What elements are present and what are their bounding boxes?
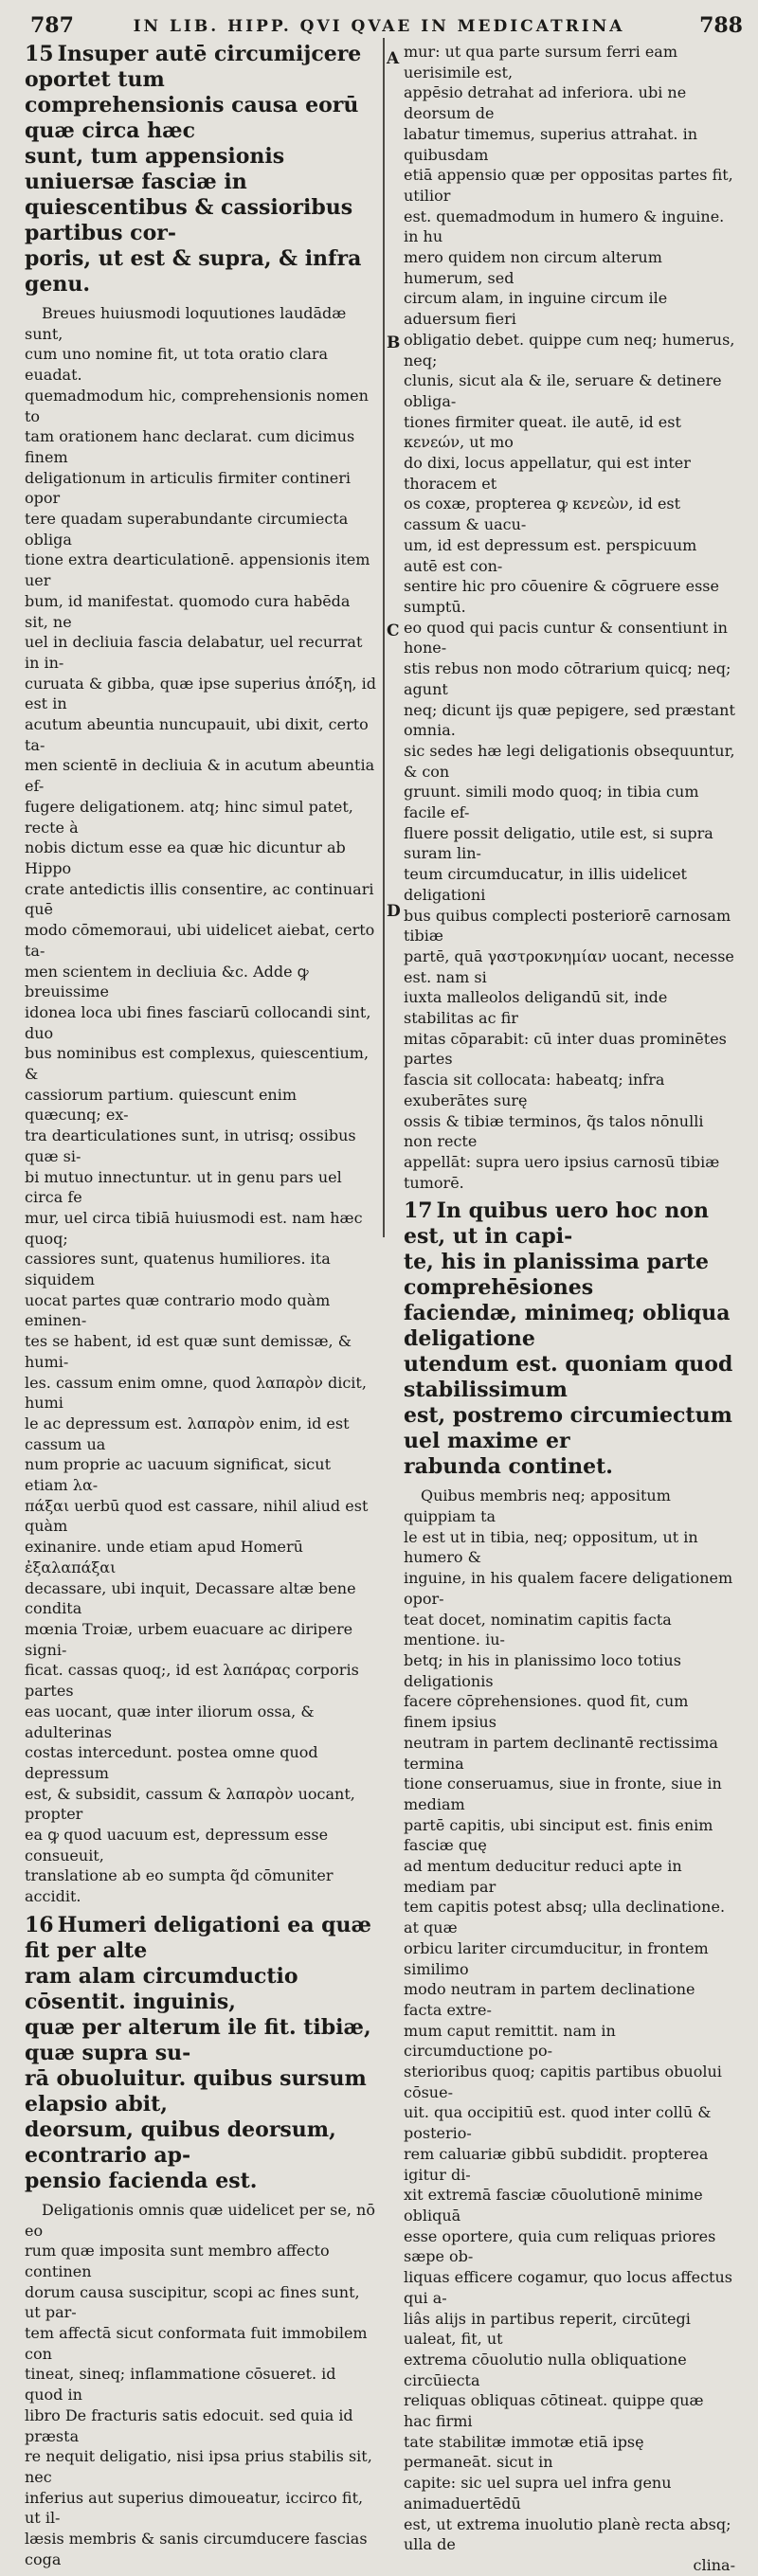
text-line: rum quæ imposita sunt membro affecto continen [25, 2242, 330, 2280]
text-line: liâs alijs in partibus reperit, circūtegi ualeat, fit, ut [404, 2309, 691, 2349]
text-line: dorum causa suscipitur, scopi ac fines sunt, ut par- [25, 2282, 360, 2322]
text-line: faciendæ, minimeq; obliqua deligatione [404, 1301, 731, 1352]
section-16-text [25, 1913, 377, 2194]
text-line: stis rebus non modo cōtrarium quicq; neq; agunt [404, 659, 731, 698]
text-line: partē capitis, ubi sinciput est. finis enim fasciæ quę [404, 1815, 713, 1855]
text-line: Quibus membris neq; appositum quippiam ta [404, 1486, 671, 1526]
text-line: est. quemadmodum in humero & inguine. in hu [404, 207, 725, 246]
text-line: curuata & gibba, quæ ipse superius ἀπόξη, id est in [25, 674, 376, 713]
text-line: tate stabilitæ immotæ etiā ipsę permaneāt. sicut in [404, 2432, 644, 2472]
text-line: partē, quā γαστροκνημίαν uocant, necesse est. nam si [404, 946, 734, 986]
text-line: utendum est. quoniam quod stabilissimum [404, 1352, 733, 1403]
text-line: te, his in planissima parte comprehēsiones [404, 1250, 709, 1301]
text-line: um, id est depressum est. perspicuum autē est con- [404, 535, 697, 575]
text-line: mitas cōparabit: cū inter duas prominētes partes [404, 1029, 727, 1069]
text-line: tra dearticulationes sunt, in utrisq; ossibus quæ si- [25, 1126, 356, 1165]
text-line: crate antedictis illis consentire, ac continuari quē [25, 879, 374, 919]
margin-letter-a: A [387, 49, 400, 68]
text-line: tem capitis potest absq; ulla declinatione. at quæ [404, 1898, 726, 1937]
text-line: liquas efficere cogamur, quo locus affectus qui a- [404, 2268, 732, 2307]
text-line: Deligationis omnis quæ uidelicet per se, nō eo [25, 2200, 375, 2240]
text-line: est, ut extrema inuolutio planè recta absq; ulla de [404, 2514, 731, 2554]
text-line: sunt, tum appensionis uniuersæ fasciæ in [25, 144, 285, 194]
section-15-text [25, 42, 377, 297]
margin-letter-d: D [387, 902, 401, 921]
text-line: est, & subsidit, cassum & λαπαρὸν uocant, propter [25, 1784, 355, 1824]
text-line: sentire hic pro cōuenire & cōgruere esse sumptū. [404, 577, 719, 616]
text-line: re nequit deligatio, nisi ipsa prius stabilis sit, nec [25, 2447, 372, 2486]
text-line: teum circumducatur, in illis uidelicet deligationi [404, 865, 687, 904]
text-line: tere quadam superabundante circumiecta obliga [25, 510, 349, 549]
text-line: tione extra dearticulationē. appensionis item uer [25, 550, 370, 590]
text-line: cassiores sunt, quatenus humiliores. ita siquidem [25, 1250, 331, 1289]
text-line: exinanire. unde etiam apud Homerū ἐξαλαπάξαι [25, 1538, 303, 1576]
column-divider [383, 38, 385, 1237]
text-line: costas intercedunt. postea omne quod depressum [25, 1743, 318, 1782]
text-line: ea ꝙ quod uacuum est, depressum esse consueuit, [25, 1826, 329, 1864]
text-line: inferius aut superius dimoueatur, iccirco fit, ut il- [25, 2488, 364, 2528]
text-line: tineat, sineq; inflammatione cōsueret. id quod in [25, 2365, 336, 2405]
text-line: bum, id manifestat. quomodo cura habēda sit, ne [25, 591, 351, 631]
text-line: ad mentum deducitur reduci apte in mediam par [404, 1857, 682, 1896]
text-line: bi mutuo innectuntur. ut in genu pars uel circa fe [25, 1167, 342, 1207]
text-line: mur: ut qua parte sursum ferri eam uerisimile est, [404, 43, 678, 81]
text-line: cum uno nomine fit, ut tota oratio clara euadat. [25, 345, 329, 385]
text-line: les. cassum enim omne, quod λαπαρὸν dicit, humi [25, 1373, 367, 1413]
commentary-16 [25, 2200, 377, 2570]
text-line: rā obuoluitur. quibus sursum elapsio abit, [25, 2065, 367, 2117]
catchword: clina- [693, 2555, 735, 2574]
text-line: clunis, sicut ala & ile, seruare & detinere obliga- [404, 371, 722, 410]
text-line: gruunt. simili modo quoq; in tibia cum facile ef- [404, 783, 699, 822]
commentary-15-continued [404, 42, 735, 1193]
text-line: betq; in his in planissimo loco totius deligationis [404, 1651, 681, 1690]
text-line: quæ per alterum ile fit. tibiæ, quæ supra su- [25, 2014, 371, 2065]
text-line: bus nominibus est complexus, quiescentium, & [25, 1044, 370, 1084]
commentary-17 [404, 1486, 735, 2575]
text-line: capite: sic uel supra uel infra genu animaduertēdū [404, 2474, 672, 2513]
text-line: acutum abeuntia nuncupauit, ubi dixit, certo ta- [25, 715, 369, 754]
text-line: xit extremā fasciæ cōuolutionē minime obliquā [404, 2186, 703, 2225]
text-line: poris, ut est & supra, & infra genu. [25, 246, 362, 297]
text-line: mum caput remittit. nam in circumductione po- [404, 2021, 616, 2061]
text-line: reliquas obliquas cōtineat. quippe quæ hac firmi [404, 2391, 704, 2431]
text-line: inguine, in his qualem facere deligationem opor- [404, 1569, 733, 1608]
text-line: læsis membris & sanis circumducere fascias coga [25, 2530, 368, 2568]
text-line: tione conseruamus, siue in fronte, siue in mediam [404, 1774, 722, 1813]
text-line: bus quibus complecti posteriorē carnosam tibiæ [404, 906, 731, 946]
right-column [404, 42, 735, 2576]
section-15-number: 15 [25, 42, 54, 66]
text-line: tes se habent, id est quæ sunt demissæ, & humi- [25, 1332, 352, 1371]
commentary-15 [25, 303, 377, 1907]
text-line: πάξαι uerbū quod est cassare, nihil aliud est quàm [25, 1496, 369, 1536]
text-line: quemadmodum hic, comprehensionis nomen to [25, 386, 369, 425]
section-17-text [404, 1198, 735, 1480]
text-line: deligationum in articulis firmiter contineri opor [25, 468, 352, 508]
text-line: mœnia Troiæ, urbem euacuare ac diripere signi- [25, 1620, 353, 1659]
text-line: men scientem in decliuia &c. Adde ꝙ breuissime [25, 962, 309, 1001]
text-line: etiā appensio quæ per oppositas partes fit, utilior [404, 166, 733, 205]
running-head: IN LIB. HIPP. QVI QVAE IN MEDICATRINA [133, 17, 625, 36]
text-line: labatur timemus, superius attrahat. in quibusdam [404, 124, 697, 164]
text-line: Humeri deligationi ea quæ fit per alte [25, 1912, 371, 1963]
text-line: comprehensionis causa eorū quæ circa hæc [25, 93, 359, 143]
text-line: uocat partes quæ contrario modo quàm eminen- [25, 1290, 331, 1330]
text-line: fluere possit deligatio, utile est, si supra suram lin- [404, 823, 713, 863]
text-line: extrema cōuolutio nulla obliquatione circūiecta [404, 2350, 687, 2389]
text-line: sterioribus quoq; capitis partibus obuolui cōsue- [404, 2063, 722, 2101]
text-line: iuxta malleolos deligandū sit, inde stabilitas ac fir [404, 988, 668, 1028]
text-line: num proprie ac uacuum significat, sicut etiam λα- [25, 1455, 331, 1495]
text-line: cassiorum partium. quiescunt enim quæcunq; ex- [25, 1085, 297, 1125]
text-line: deorsum, quibus deorsum, econtrario ap- [25, 2117, 336, 2168]
text-line: facere cōprehensiones. quod fit, cum finem ipsius [404, 1692, 689, 1732]
text-line: tam orationem hanc declarat. cum dicimus finem [25, 427, 355, 466]
text-line: Insuper autē circumijcere oportet tum [25, 42, 362, 92]
text-line: In quibus uero hoc non est, ut in capi- [404, 1198, 710, 1250]
text-line: tiones firmiter queat. ile autē, id est κενεών, ut mo [404, 412, 681, 452]
text-line: appellāt: supra uero ipsius carnosū tibiæ tumorē. [404, 1152, 720, 1192]
text-line: esse oportere, quia cum reliquas priores sæpe ob- [404, 2226, 716, 2266]
text-line: nobis dictum esse ea quæ hic dicuntur ab Hippo [25, 838, 346, 877]
text-line: obligatio debet. quippe cum neq; humerus, neq; [404, 330, 735, 369]
text-line: rabunda continet. [404, 1454, 613, 1480]
text-line: sic sedes hæ legi deligationis obsequuntur, & con [404, 741, 735, 781]
text-line: decassare, ubi inquit, Decassare altæ bene condita [25, 1578, 356, 1618]
text-line: orbicu lariter circumducitur, in frontem similimo [404, 1938, 709, 1978]
text-line: modo neutram in partem declinatione facta extre- [404, 1980, 695, 2019]
text-line: quiescentibus & cassioribus partibus cor- [25, 195, 353, 245]
text-line: Breues huiusmodi loquutiones laudādæ sunt, [25, 304, 347, 343]
section-17-number: 17 [404, 1198, 433, 1224]
text-line: ficat. cassas quoq;, id est λαπάρας corporis partes [25, 1661, 359, 1701]
page-number-right: 788 [699, 13, 743, 38]
left-column [25, 42, 377, 2570]
text-line: mur, uel circa tibiā huiusmodi est. nam hæc quoq; [25, 1208, 363, 1248]
text-line: eas uocant, quæ inter iliorum ossa, & adulterinas [25, 1702, 315, 1741]
text-line: ossis & tibiæ terminos, q̃s talos nōnulli non recte [404, 1111, 704, 1151]
text-line: translatione ab eo sumpta q̃d cōmuniter accidit. [25, 1866, 334, 1906]
text-line: modo cōmemoraui, ubi uidelicet aiebat, certo ta- [25, 921, 375, 960]
text-line: uel in decliuia fascia delabatur, uel recurrat in in- [25, 633, 363, 672]
text-line: tem affectā sicut conformata fuit immobilem con [25, 2324, 368, 2363]
text-line: ram alam circumductio cōsentit. inguinis, [25, 1963, 298, 2014]
text-line: mero quidem non circum alterum humerum, sed [404, 248, 662, 287]
text-line: pensio facienda est. [25, 2168, 258, 2193]
text-line: est, postremo circumiectum uel maxime er [404, 1403, 732, 1454]
text-line: uit. qua occipitiū est. quod inter collū & posterio- [404, 2103, 712, 2143]
text-line: fugere deligationem. atq; hinc simul patet, recte à [25, 797, 353, 837]
text-line: le est ut in tibia, neq; oppositum, ut in humero & [404, 1527, 698, 1567]
text-line: neutram in partem declinantē rectissima termina [404, 1733, 718, 1773]
section-16-number: 16 [25, 1912, 54, 1937]
text-line: os coxæ, propterea ꝙ κενεὼν, id est cassum & uacu- [404, 495, 681, 534]
margin-letter-c: C [387, 621, 400, 640]
text-line: eo quod qui pacis cuntur & consentiunt in hone- [404, 618, 728, 658]
text-line: le ac depressum est. λαπαρὸν enim, id est cassum ua [25, 1414, 350, 1453]
text-line: rem caluariæ gibbū subdidit. propterea igitur di- [404, 2144, 709, 2184]
text-line: do dixi, locus appellatur, qui est inter thoracem et [404, 454, 691, 493]
text-line: men scientē in decliuia & in acutum abeuntia ef- [25, 756, 375, 796]
page-number-left: 787 [30, 13, 74, 38]
text-line: fascia sit collocata: habeatq; infra exuberātes surę [404, 1071, 665, 1109]
text-line: teat docet, nominatim capitis facta mentione. iu- [404, 1610, 672, 1649]
text-line: neq; dicunt ijs quæ pepigere, sed præstant omnia. [404, 700, 735, 740]
margin-letter-b: B [387, 333, 401, 352]
page-header [0, 0, 758, 42]
text-line: circum alam, in inguine circum ile aduersum fieri [404, 289, 668, 329]
text-line: libro De fracturis satis edocuit. sed quia id præsta [25, 2405, 353, 2445]
text-line: appēsio detrahat ad inferiora. ubi ne deorsum de [404, 83, 687, 123]
text-line: idonea loca ubi fines fasciarū collocandi sint, duo [25, 1002, 371, 1042]
